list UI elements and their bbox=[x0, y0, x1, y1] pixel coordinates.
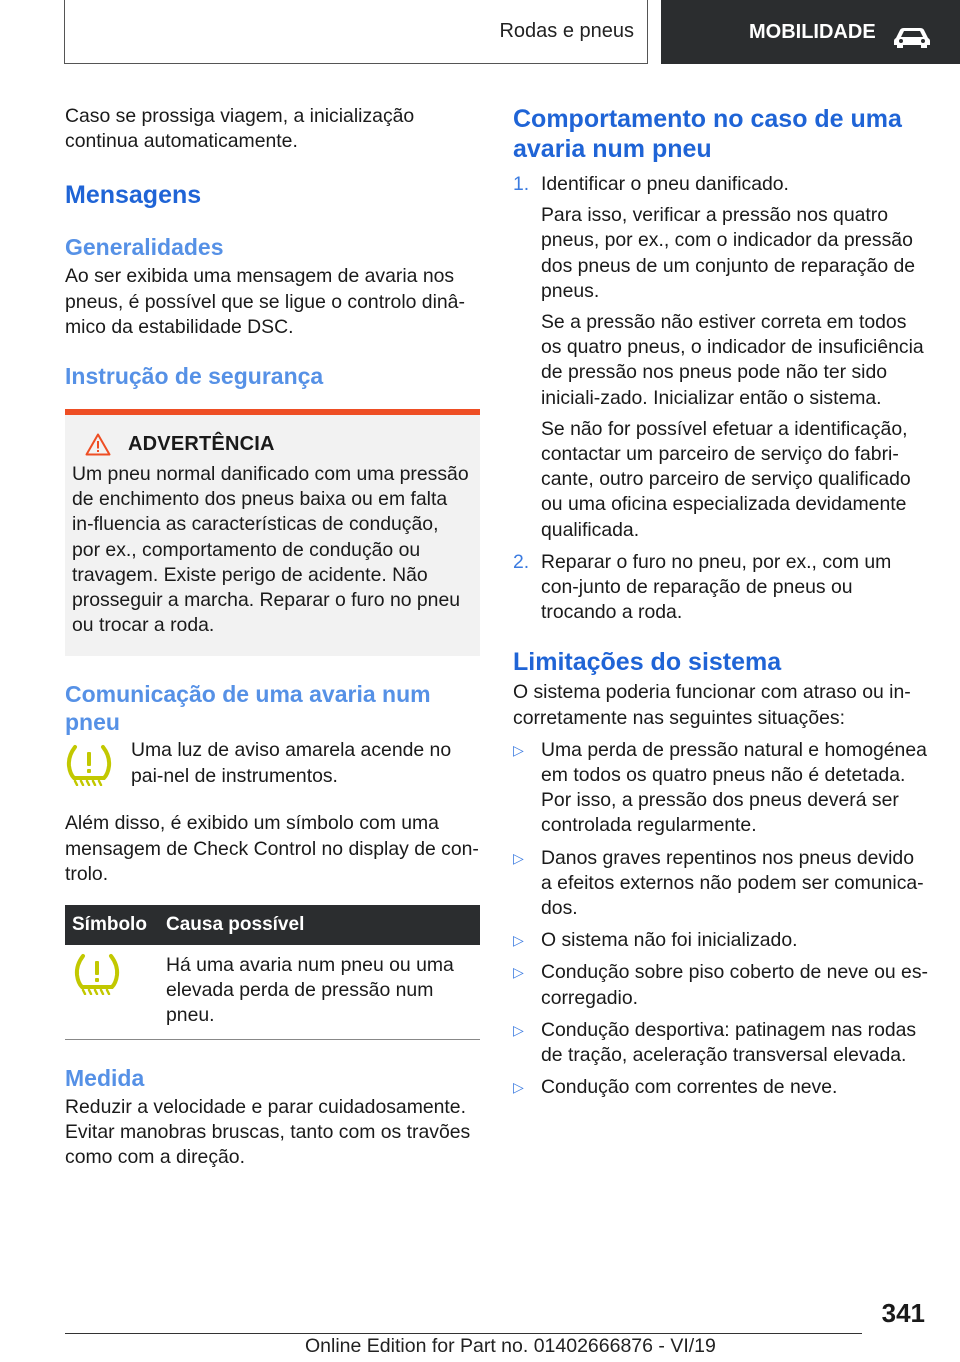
list-item bbox=[513, 960, 928, 1010]
bullet-text: Condução sobre piso coberto de neve ou es-corregadio. bbox=[541, 961, 928, 1009]
warning-triangle-icon bbox=[85, 433, 111, 456]
tpms-indicator bbox=[65, 738, 131, 791]
warning-header bbox=[85, 433, 471, 456]
bullet-arrow-icon: ▷ bbox=[513, 1021, 524, 1038]
heading-comunicacao-avaria: Comunicação de uma avaria num pneu bbox=[65, 681, 431, 736]
bullet-text: Danos graves repentinos nos pneus devido a efeitos externos não podem ser comunica-dos. bbox=[541, 846, 924, 920]
tire-pressure-warning-icon bbox=[65, 744, 113, 786]
header-chapter-tab bbox=[661, 0, 960, 64]
bullet-arrow-icon: ▷ bbox=[513, 741, 524, 758]
step1-detail-2: Se a pressão não estiver correta em todos os quatro pneus, o indicador de insuficiência de pressão nos pneus pode não ter sido iniciali-zado. Inicializar então o sistema. bbox=[541, 311, 924, 409]
bullet-text: Condução com correntes de neve. bbox=[541, 1076, 838, 1099]
check-control-paragraph: Além disso, é exibido um símbolo com uma mensagem de Check Control no display de con-trolo. bbox=[65, 812, 479, 885]
list-item bbox=[513, 846, 928, 922]
symbol-cause-table bbox=[65, 905, 480, 1040]
page-number: 341 bbox=[881, 1298, 925, 1328]
warning-light-row bbox=[65, 738, 480, 791]
step-number: 1. bbox=[513, 173, 530, 195]
step-number: 2. bbox=[513, 550, 530, 573]
step1-text: Identificar o pneu danificado. bbox=[541, 173, 789, 195]
list-item bbox=[513, 928, 928, 953]
car-icon bbox=[892, 26, 932, 48]
list-item bbox=[513, 1075, 928, 1100]
header-section-title bbox=[64, 0, 648, 64]
heading-limitacoes: Limitações do sistema bbox=[513, 648, 782, 677]
table-row bbox=[65, 945, 480, 1039]
medida-paragraph: Reduzir a velocidade e parar cuidadosamente. Evitar manobras bruscas, tanto com os travões como com a direção. bbox=[65, 1095, 471, 1169]
heading-generalidades: Generalidades bbox=[65, 234, 224, 261]
bullet-arrow-icon: ▷ bbox=[513, 1079, 524, 1096]
heading-comportamento: Comportamento no caso de uma avaria num pneu bbox=[513, 105, 902, 163]
section-title: Rodas e pneus bbox=[499, 20, 634, 42]
table-cell-symbol bbox=[65, 945, 159, 1039]
bullet-text: Condução desportiva: patinagem nas rodas de tração, aceleração transversal elevada. bbox=[541, 1018, 917, 1067]
chapter-title: MOBILIDADE bbox=[749, 20, 876, 43]
step1-detail-3: Se não for possível efetuar a identificação, contactar um parceiro de serviço do fabri-cante, outro parceiro de serviço qualificado ou uma oficina especializada devidamente qualificada. bbox=[541, 417, 911, 541]
bullet-text: O sistema não foi inicializado. bbox=[541, 929, 798, 952]
right-column bbox=[513, 100, 928, 1101]
intro-paragraph: Caso se prossiga viagem, a inicialização continua automaticamente. bbox=[65, 105, 415, 153]
bullet-arrow-icon: ▷ bbox=[513, 932, 524, 949]
limitacoes-paragraph: O sistema poderia funcionar com atraso ou in-corretamente nas seguintes situações: bbox=[513, 681, 911, 729]
table-header-causa: Causa possível bbox=[159, 905, 480, 945]
bullet-arrow-icon: ▷ bbox=[513, 849, 524, 866]
list-item bbox=[513, 550, 928, 626]
left-column bbox=[65, 100, 480, 1170]
step-body bbox=[541, 172, 928, 543]
list-item bbox=[513, 1018, 928, 1068]
table-header-row bbox=[65, 905, 480, 945]
tire-pressure-warning-icon bbox=[73, 953, 121, 995]
heading-medida: Medida bbox=[65, 1064, 145, 1091]
step1-detail-1: Para isso, verificar a pressão nos quatro pneus, por ex., com o indicador da pressão dos pneus de um conjunto de reparação de pneus. bbox=[541, 204, 916, 302]
list-item bbox=[513, 738, 928, 839]
step2-text: Reparar o furo no pneu, por ex., com um con-junto de reparação de pneus ou trocando a roda. bbox=[541, 550, 892, 624]
generalidades-paragraph: Ao ser exibida uma mensagem de avaria nos pneus, é possível que se ligue o controlo dinâ-mico da estabilidade DSC. bbox=[65, 265, 465, 338]
heading-instrucao-seguranca: Instrução de segurança bbox=[65, 363, 324, 390]
table-header-simbolo: Símbolo bbox=[65, 905, 159, 945]
list-item bbox=[513, 172, 928, 543]
warning-box bbox=[65, 409, 480, 656]
footer-edition: Online Edition for Part no. 01402666876 - VI/19 bbox=[305, 1335, 716, 1357]
bullet-arrow-icon: ▷ bbox=[513, 964, 524, 981]
warning-light-text: Uma luz de aviso amarela acende no pai-nel de instrumentos. bbox=[131, 739, 452, 787]
step-body bbox=[541, 550, 928, 626]
bullet-text: Uma perda de pressão natural e homogénea em todos os quatro pneus não é detetada. Por isso, a pressão dos pneus deverá ser controlada regularmente. bbox=[541, 738, 927, 837]
limitations-list bbox=[513, 738, 928, 1101]
footer-divider bbox=[65, 1333, 862, 1334]
warning-text: Um pneu normal danificado com uma pressão de enchimento dos pneus baixa ou em falta in-fluencia as características de condução, por ex., comportamento de condução ou travagem. Existe perigo de acidente. Não prosseguir a marcha. Reparar o furo no pneu ou trocar a roda. bbox=[72, 463, 469, 637]
heading-mensagens: Mensagens bbox=[65, 181, 202, 210]
table-cell-cause: Há uma avaria num pneu ou uma elevada perda de pressão num pneu. bbox=[159, 945, 480, 1039]
warning-title: ADVERTÊNCIA bbox=[128, 433, 275, 456]
